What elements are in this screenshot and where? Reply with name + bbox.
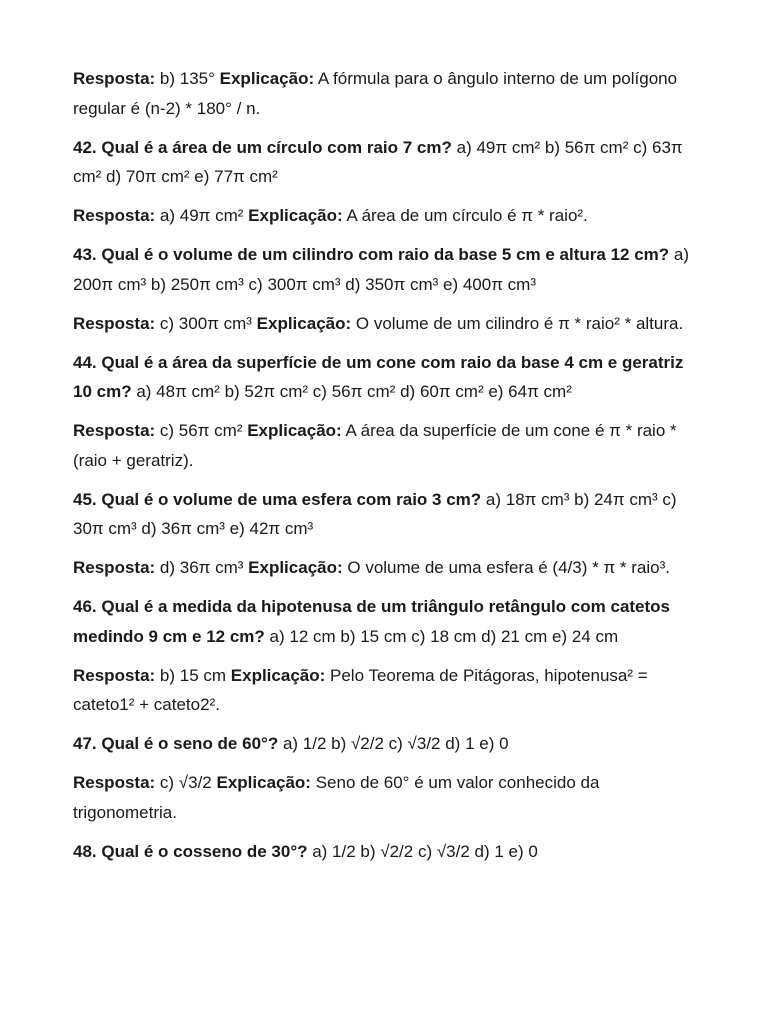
question-text: 43. Qual é o volume de um cilindro com raio da base 5 cm e altura 12 cm?	[73, 245, 670, 264]
explanation-label: Explicação:	[256, 313, 352, 333]
answer-label: Resposta:	[73, 69, 156, 88]
question-options: a) 1/2 b) √2/2 c) √3/2 d) 1 e) 0	[278, 734, 509, 753]
answer-text: b) 15 cm	[155, 665, 231, 685]
answer-paragraph	[73, 201, 703, 231]
question-options: a) 48π cm² b) 52π cm² c) 56π cm² d) 60π cm² e) 64π cm²	[131, 382, 572, 401]
explanation-text: A área da superfície de um cone é π * raio * (raio + geratriz).	[73, 421, 677, 470]
answer-paragraph	[73, 64, 703, 123]
explanation-label: Explicação:	[219, 69, 315, 88]
answer-paragraph	[73, 661, 703, 720]
explanation-label: Explicação:	[230, 665, 326, 685]
answer-text: d) 36π cm³	[155, 558, 249, 577]
answer-text: b) 135°	[155, 69, 220, 88]
question-paragraph	[73, 485, 703, 544]
question-options: a) 49π cm² b) 56π cm² c) 63π cm² d) 70π cm² e) 77π cm²	[73, 137, 683, 186]
question-options: a) 200π cm³ b) 250π cm³ c) 300π cm³ d) 350π cm³ e) 400π cm³	[73, 245, 689, 294]
answer-label: Resposta:	[73, 558, 156, 577]
explanation-label: Explicação:	[247, 421, 342, 440]
answer-text: c) √3/2	[155, 773, 217, 792]
question-paragraph	[73, 240, 703, 299]
explanation-label: Explicação:	[216, 773, 311, 792]
explanation-text: A fórmula para o ângulo interno de um polígono regular é (n-2) * 180° / n.	[73, 69, 678, 118]
answer-paragraph	[73, 768, 703, 827]
question-paragraph	[73, 348, 703, 407]
explanation-text: O volume de um cilindro é π * raio² * altura.	[351, 313, 684, 333]
answer-paragraph	[73, 416, 703, 475]
answer-label: Resposta:	[73, 206, 156, 225]
explanation-label: Explicação:	[248, 206, 343, 225]
document-page	[73, 64, 703, 876]
question-text: 48. Qual é o cosseno de 30°?	[73, 841, 308, 861]
explanation-text: O volume de uma esfera é (4/3) * π * raio³.	[342, 558, 670, 577]
question-text: 45. Qual é o volume de uma esfera com raio 3 cm?	[73, 489, 482, 509]
answer-paragraph	[73, 309, 703, 339]
explanation-text: Seno de 60° é um valor conhecido da trigonometria.	[73, 773, 600, 822]
question-options: a) 18π cm³ b) 24π cm³ c) 30π cm³ d) 36π cm³ e) 42π cm³	[73, 489, 677, 538]
answer-label: Resposta:	[73, 421, 156, 440]
question-options: a) 1/2 b) √2/2 c) √3/2 d) 1 e) 0	[307, 841, 538, 861]
answer-label: Resposta:	[73, 773, 156, 792]
answer-text: c) 56π cm²	[155, 421, 248, 440]
answer-paragraph	[73, 553, 703, 583]
answer-text: c) 300π cm³	[155, 313, 257, 333]
question-text: 46. Qual é a medida da hipotenusa de um triângulo retângulo com catetos medindo 9 cm e 12 cm?	[73, 597, 671, 646]
question-text: 47. Qual é o seno de 60°?	[73, 734, 279, 753]
question-paragraph	[73, 133, 703, 192]
question-text: 42. Qual é a área de um círculo com raio 7 cm?	[73, 137, 452, 157]
explanation-label: Explicação:	[248, 558, 343, 577]
explanation-text: Pelo Teorema de Pitágoras, hipotenusa² = cateto1² + cateto2².	[73, 665, 648, 714]
question-paragraph	[73, 729, 703, 759]
question-paragraph	[73, 592, 703, 651]
explanation-text: A área de um círculo é π * raio².	[342, 206, 588, 225]
question-options: a) 12 cm b) 15 cm c) 18 cm d) 21 cm e) 24 cm	[264, 626, 619, 646]
question-paragraph	[73, 837, 703, 867]
answer-label: Resposta:	[73, 665, 156, 685]
answer-text: a) 49π cm²	[155, 206, 249, 225]
answer-label: Resposta:	[73, 313, 156, 333]
question-text: 44. Qual é a área da superfície de um cone com raio da base 4 cm e geratriz 10 cm?	[73, 352, 684, 401]
